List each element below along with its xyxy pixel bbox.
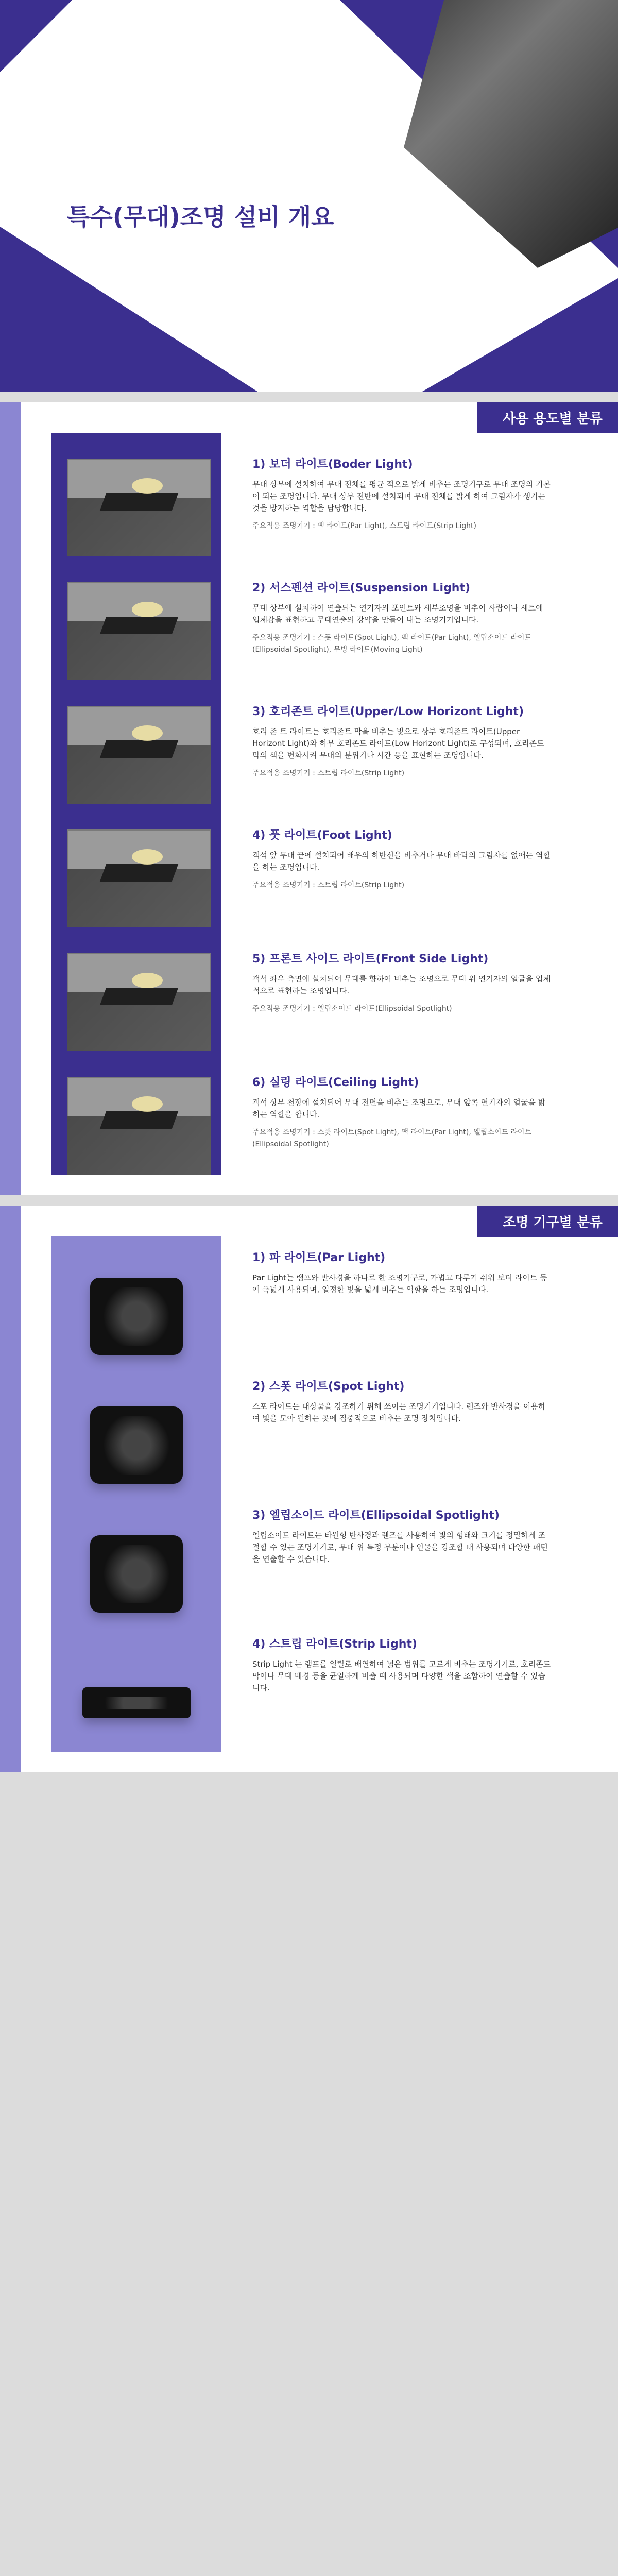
left-accent-bar [0, 402, 21, 1195]
fixture-desc: 스포 라이트는 대상물을 강조하기 위해 쓰이는 조명기기입니다. 렌즈와 반사경을 이용하여 빛을 모아 원하는 곳에 집중적으로 비추는 조명 장치입니다. [252, 1402, 546, 1423]
item-title: 3) 호리존트 라이트(Upper/Low Horizont Light) [252, 705, 524, 718]
item-desc: 호리 존 트 라이트는 호리존트 막을 비추는 빛으로 상부 호리존트 라이트(Upper Horizont Light)와 하부 호리존트 라이트(Low Horizont Light)로 구성되며, 호리존트 막의 색을 변화시켜 무대의 분위기나 시간 등을 표현하는 조명입니다. [252, 727, 544, 760]
fixture-image [72, 1643, 201, 1762]
hero-triangle-bottom-left [0, 227, 258, 392]
fixture-desc: Par Light는 램프와 반사경을 하나로 한 조명기구로, 가볍고 다루기 쉬워 보더 라이트 등에 폭넓게 사용되며, 일정한 빛을 넓게 비추는 역할을 하는 조명입니다. [252, 1273, 547, 1294]
item-title: 4) 풋 라이트(Foot Light) [252, 829, 392, 842]
fixture-desc: 엘립소이드 라이트는 타원형 반사경과 렌즈를 사용하여 빛의 형태와 크기를 정밀하게 조절할 수 있는 조명기기로, 무대 위 특정 부분이나 인물을 강조할 때 사용되며 다양한 패턴을 연출할 수 있습니다. [252, 1531, 548, 1564]
fixture-item-1 [52, 1252, 566, 1381]
left-accent-bar [0, 1206, 21, 1772]
item-image [67, 459, 211, 556]
fixture-item-4 [52, 1638, 566, 1767]
fixture-title: 4) 스트립 라이트(Strip Light) [252, 1638, 417, 1651]
fixture-title: 3) 엘립소이드 라이트(Ellipsoidal Spotlight) [252, 1509, 500, 1522]
item-image [67, 582, 211, 680]
item-image [67, 706, 211, 804]
fixture-title: 2) 스폿 라이트(Spot Light) [252, 1380, 405, 1393]
item-note: 주요적용 조명기기 : 스폿 라이트(Spot Light), 팩 라이트(Par Light), 엘립소이드 라이트(Ellipsoidal Spotlight), 무빙 라이트(Moving Light) [252, 634, 531, 654]
item-desc: 객석 상부 천장에 설치되어 무대 전면을 비추는 조명으로, 무대 앞쪽 연기자의 얼굴을 밝히는 역할을 합니다. [252, 1098, 546, 1119]
item-title: 5) 프론트 사이드 라이트(Front Side Light) [252, 953, 489, 965]
item-desc: 객석 앞 무대 끝에 설치되어 배우의 하반신을 비추거나 무대 바닥의 그림자를 없애는 역할을 하는 조명입니다. [252, 851, 551, 872]
fixture-image [72, 1386, 201, 1504]
hero-section [0, 0, 618, 392]
section-header-fixture: 조명 기구별 분류 [477, 1206, 618, 1237]
fixture-desc: Strip Light 는 램프를 일렬로 배열하여 넓은 범위를 고르게 비추는 조명기기로, 호리존트 막이나 무대 배경 등을 균일하게 비출 때 사용되며 다양한 색을 조합하여 연출할 수 있습니다. [252, 1659, 551, 1692]
item-image [67, 1077, 211, 1175]
item-desc: 객석 좌우 측면에 설치되어 무대를 향하여 비추는 조명으로 무대 위 연기자의 얼굴을 입체적으로 표현하는 조명입니다. [252, 974, 551, 995]
fixture-item-2 [52, 1381, 566, 1510]
hero-title: 특수(무대)조명 설비 개요 [67, 203, 334, 231]
fixture-classification-section [0, 1206, 618, 1772]
hero-triangle-top-left [0, 0, 72, 72]
item-note: 주요적용 조명기기 : 스트립 라이트(Strip Light) [252, 881, 405, 889]
use-classification-section [0, 402, 618, 1195]
fixture-image [72, 1257, 201, 1376]
item-note: 주요적용 조명기기 : 스트립 라이트(Strip Light) [252, 769, 405, 777]
item-note: 주요적용 조명기기 : 엘립소이드 라이트(Ellipsoidal Spotlight) [252, 1005, 452, 1013]
item-title: 6) 실링 라이트(Ceiling Light) [252, 1076, 419, 1089]
item-note: 주요적용 조명기기 : 스폿 라이트(Spot Light), 팩 라이트(Par Light), 엘립소이드 라이트(Ellipsoidal Spotlight) [252, 1128, 531, 1148]
item-image [67, 953, 211, 1051]
fixture-item-3 [52, 1510, 566, 1638]
item-title: 2) 서스펜션 라이트(Suspension Light) [252, 582, 471, 595]
hero-triangle-bottom-right [422, 278, 618, 392]
fixture-image [72, 1515, 201, 1633]
item-title: 1) 보더 라이트(Boder Light) [252, 458, 413, 471]
item-desc: 무대 상부에 설치하여 무대 전체를 평균 적으로 밝게 비추는 조명기구로 무대 조명의 기본이 되는 조명입니다. 무대 상부 전반에 설치되며 무대 전체를 밝게 하여 그림자가 생기는 것을 방지하는 역할을 담당합니다. [252, 480, 551, 513]
fixture-title: 1) 파 라이트(Par Light) [252, 1251, 386, 1264]
section-header-use: 사용 용도별 분류 [477, 402, 618, 433]
item-desc: 무대 상부에 설치하여 연출되는 연기자의 포인트와 세부조명을 비추어 사람이나 세트에 입체감을 표현하고 무대연출의 강약을 만들어 내는 조명기기입니다. [252, 603, 543, 624]
item-note: 주요적용 조명기기 : 팩 라이트(Par Light), 스트립 라이트(Strip Light) [252, 522, 476, 530]
item-image [67, 829, 211, 927]
